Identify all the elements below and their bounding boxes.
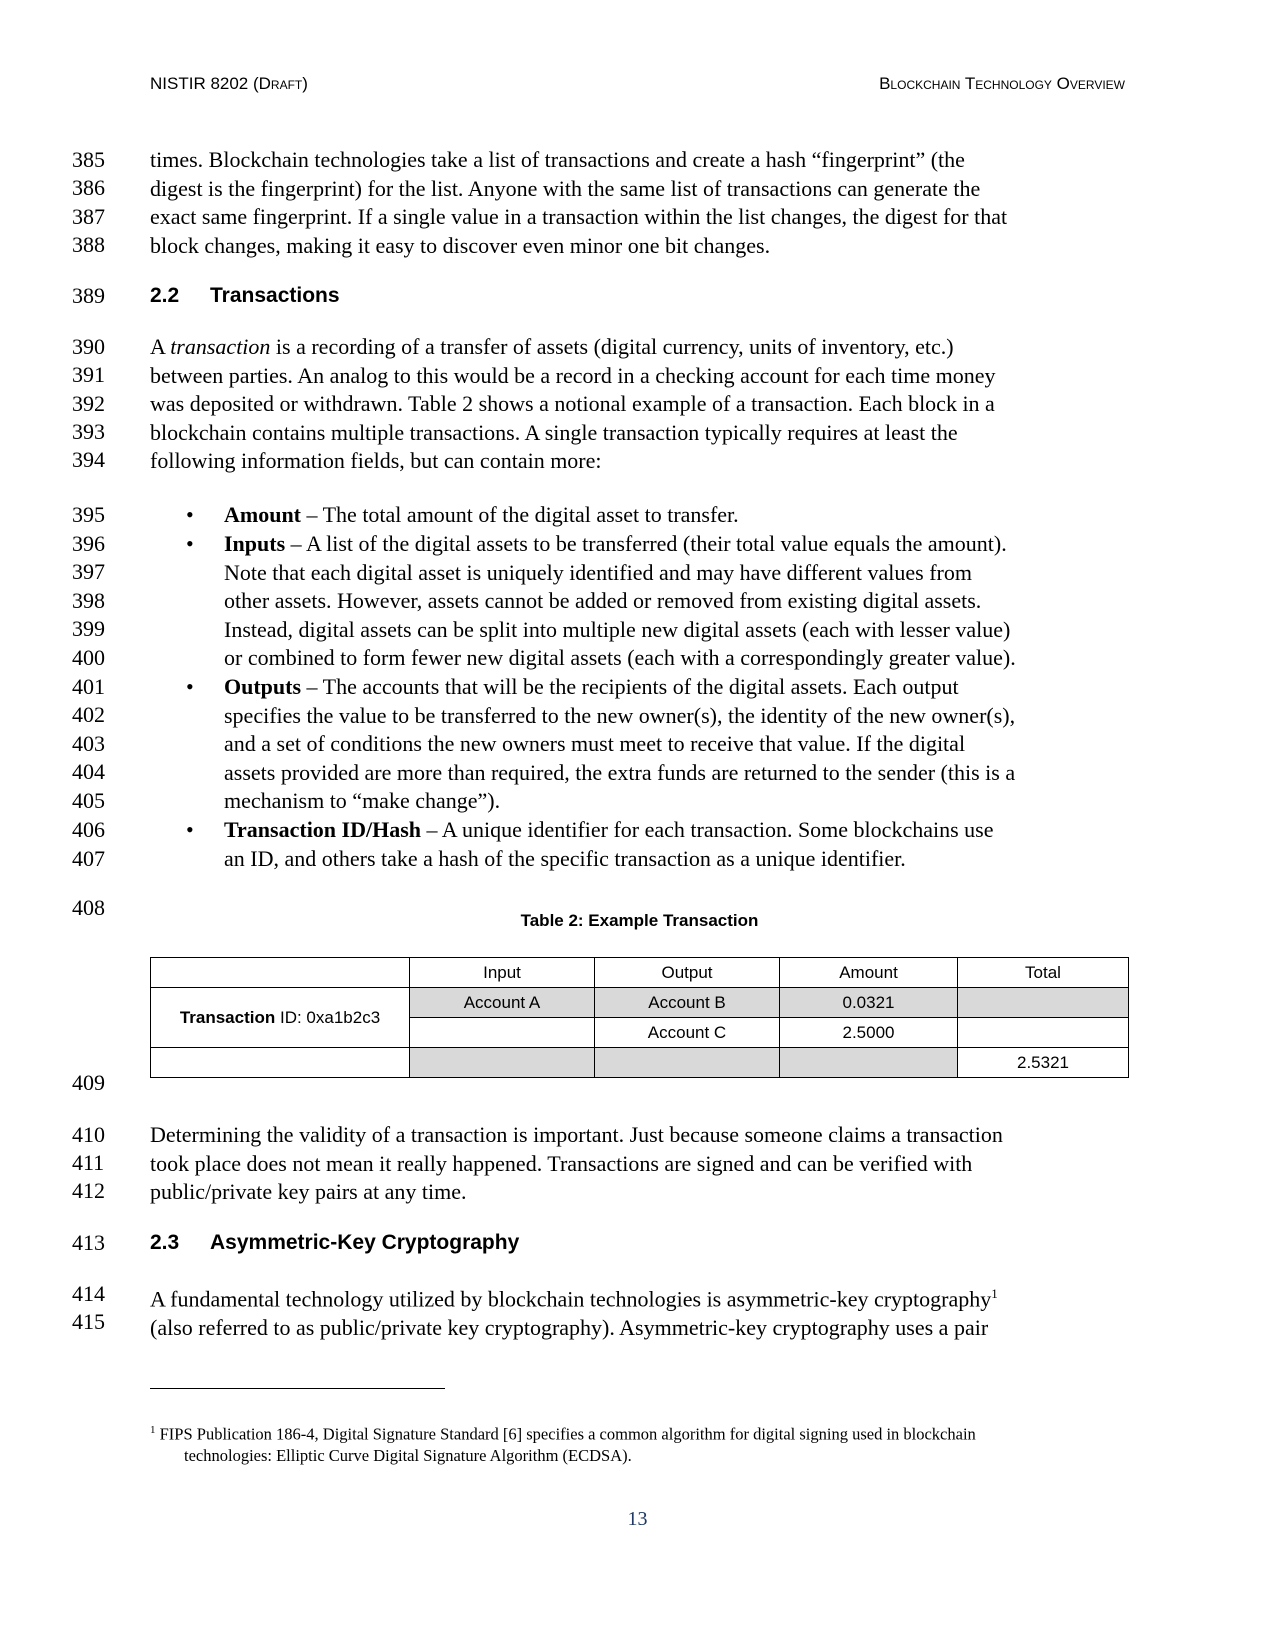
line-number: 395 [72,502,105,527]
column-header: Amount [780,958,958,988]
bullet-dot: • [186,817,194,842]
line-number: 399 [72,616,105,641]
table-cell [410,1048,595,1078]
line-number: 396 [72,531,105,556]
line-number: 413 [72,1230,105,1255]
line-number: 408 [72,895,105,920]
line-number: 403 [72,731,105,756]
footnote-separator [150,1388,445,1389]
line-number: 404 [72,759,105,784]
line-number: 388 [72,232,105,257]
column-header: Total [958,958,1129,988]
line-number: 394 [72,447,105,472]
bullet-transaction-id: Transaction ID/Hash – A unique identifier for each transaction. Some blockchains use an ID, and others take a hash of the specific transaction as a unique identifier. [224,817,994,871]
table-cell: 2.5000 [780,1018,958,1048]
line-number: 414 [72,1281,105,1306]
table-cell: Account A [410,988,595,1018]
column-header: Output [595,958,780,988]
line-number: 407 [72,846,105,871]
paragraph-transaction-definition: A transaction is a recording of a transfer of assets (digital currency, units of inventory, etc.) between parties. An analog to this would be a record in a checking account for each time money was deposited or withdrawn. Table 2 shows a notional example of a transaction. Each block in a blockchain contains multiple transactions. A single transaction typically requires at least the following information fields, but can contain more: [150,334,996,473]
line-number: 389 [72,283,105,308]
table-cell [595,1048,780,1078]
table-cell [780,1048,958,1078]
line-number: 398 [72,588,105,613]
table-corner-cell [151,958,410,988]
line-number: 387 [72,204,105,229]
line-number: 393 [72,419,105,444]
bullet-inputs: Inputs – A list of the digital assets to be transferred (their total value equals the amount). Note that each digital asset is uniquely identified and may have different values from other assets. However, assets cannot be added or removed from existing digital assets. Instead, digital assets can be split into multiple new digital assets (each with lesser value) or combined to form fewer new digital assets (each with a correspondingly greater value). [224,531,1016,670]
line-number: 402 [72,702,105,727]
table-cell: Account C [595,1018,780,1048]
line-number: 410 [72,1122,105,1147]
line-number: 415 [72,1309,105,1334]
line-number: 412 [72,1178,105,1203]
table-cell: 0.0321 [780,988,958,1018]
line-number: 390 [72,334,105,359]
line-number: 406 [72,817,105,842]
line-number: 411 [72,1150,105,1175]
total-cell: 2.5321 [958,1048,1129,1078]
bullet-dot: • [186,502,194,527]
bullet-dot: • [186,531,194,556]
transaction-id-cell: Transaction ID: 0xa1b2c3 [151,988,410,1048]
table-cell-empty [151,1048,410,1078]
line-number: 400 [72,645,105,670]
footnote: $^1$ FIPS Publication 186-4, Digital Signature Standard [6] specifies a common algorithm for digital signing used in blockchain technologies: Elliptic Curve Digital Signature Algorithm (ECDSA). [150,1424,976,1465]
page-number: 13 [627,1508,648,1530]
example-transaction-table [150,957,1129,1078]
table-cell: Account B [595,988,780,1018]
running-header-left: NISTIR 8202 (Draft) [150,74,308,93]
paragraph-asymmetric-intro: A fundamental technology utilized by blockchain technologies is asymmetric-key cryptography$^1$ (also referred to as public/private key cryptography). Asymmetric-key cryptography uses a pair [150,1286,998,1340]
paragraph-hash-fingerprint: times. Blockchain technologies take a list of transactions and create a hash “fingerprint” (the digest is the fingerprint) for the list. Anyone with the same list of transactions can generate the exact same fingerprint. If a single value in a transaction within the list changes, the digest for that block changes, making it easy to discover even minor one bit changes. [150,147,1008,258]
section-heading-asymmetric-key: 2.3 Asymmetric-Key Cryptography [150,1231,520,1254]
table-header-row [151,958,1129,988]
bullet-amount: Amount – The total amount of the digital asset to transfer. [224,502,739,527]
bullet-outputs: Outputs – The accounts that will be the recipients of the digital assets. Each output specifies the value to be transferred to the new owner(s), the identity of the new owner(s), and a set of conditions the new owners must meet to receive that value. If the digital assets provided are more than required, the extra funds are returned to the sender (this is a mechanism to “make change”). [224,674,1016,813]
line-number: 392 [72,391,105,416]
line-number: 385 [72,147,105,172]
running-header-right: Blockchain Technology Overview [879,74,1125,93]
section-heading-transactions: 2.2 Transactions [150,284,340,307]
line-number: 401 [72,674,105,699]
paragraph-validity: Determining the validity of a transaction is important. Just because someone claims a transaction took place does not mean it really happened. Transactions are signed and can be verified with public/private key pairs at any time. [150,1122,1003,1204]
line-number: 391 [72,362,105,387]
table-cell [958,988,1129,1018]
line-number: 409 [72,1070,105,1095]
table-cell [958,1018,1129,1048]
table-cell [410,1018,595,1048]
line-number: 405 [72,788,105,813]
table-row [151,1048,1129,1078]
bullet-dot: • [186,674,194,699]
column-header: Input [410,958,595,988]
footnote-reference[interactable]: 1 [991,1286,998,1301]
table-caption: Table 2: Example Transaction [520,911,759,930]
line-number: 386 [72,175,105,200]
line-number: 397 [72,559,105,584]
table-row [151,988,1129,1018]
